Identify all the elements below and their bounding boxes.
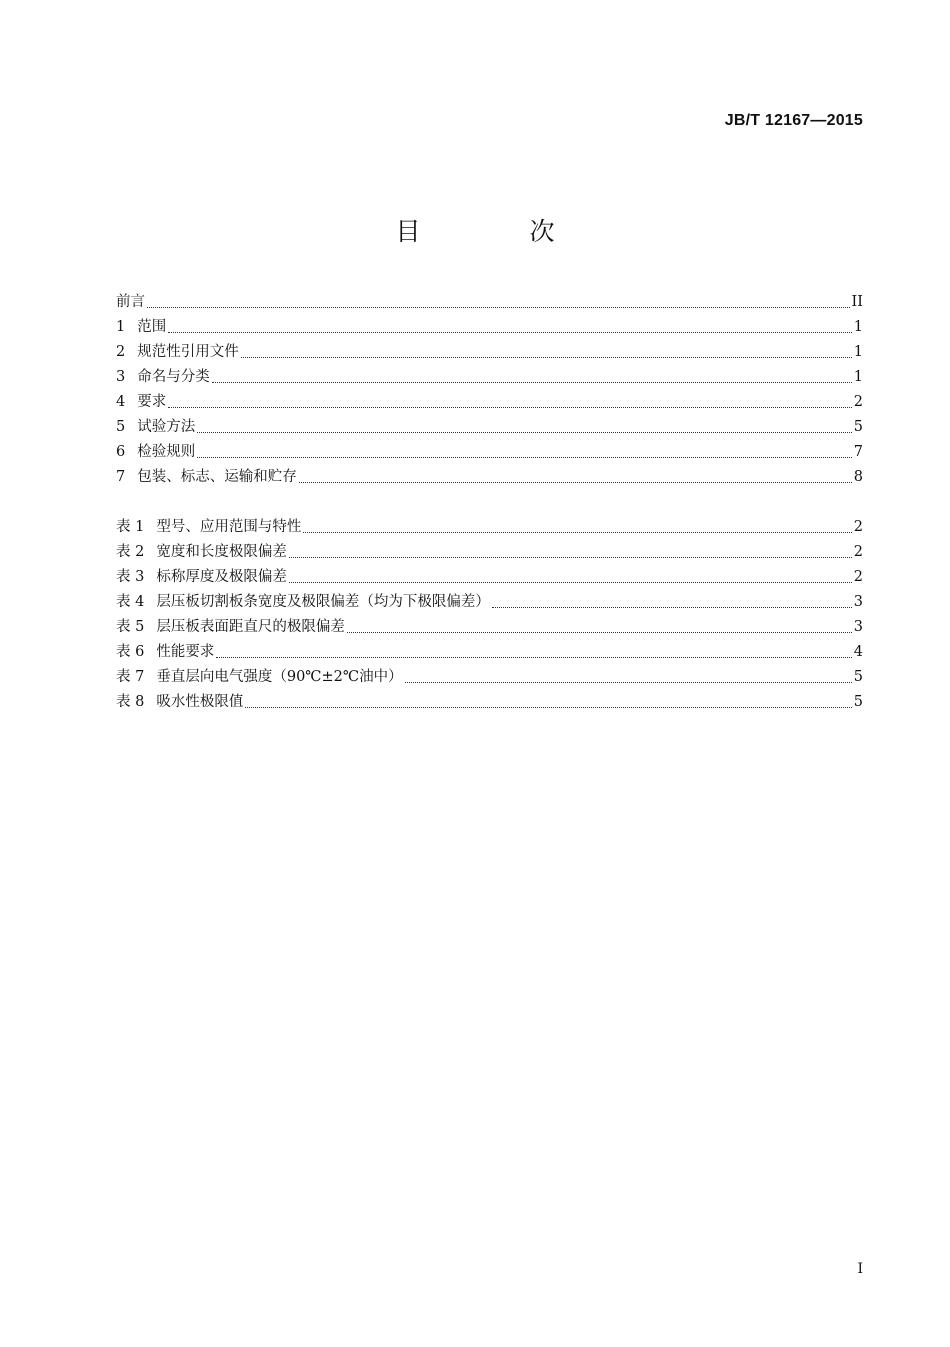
toc-entry-label: 性能要求 bbox=[156, 644, 215, 660]
toc-entry-number: 5 bbox=[116, 419, 126, 435]
toc-entry-label: 包装、标志、运输和贮存 bbox=[137, 469, 297, 485]
toc-entry-section-1[interactable] bbox=[116, 315, 863, 340]
toc-dot-leader bbox=[303, 532, 851, 533]
toc-entry-number: 表 7 bbox=[116, 669, 145, 685]
toc-dot-leader bbox=[212, 382, 852, 383]
toc-entry-foreword[interactable] bbox=[116, 290, 863, 315]
toc-entry-number: 表 8 bbox=[116, 694, 145, 710]
toc-entry-label: 规范性引用文件 bbox=[137, 344, 239, 360]
toc-entry-section-3[interactable] bbox=[116, 365, 863, 390]
toc-entry-number: 7 bbox=[116, 469, 126, 485]
toc-dot-leader bbox=[216, 657, 851, 658]
toc-dot-leader bbox=[197, 432, 852, 433]
toc-entry-label: 试验方法 bbox=[137, 419, 196, 435]
toc-dot-leader bbox=[168, 332, 852, 333]
toc-entry-page: 2 bbox=[853, 544, 863, 560]
toc-entry-number: 表 2 bbox=[116, 544, 145, 560]
toc-entry-section-2[interactable] bbox=[116, 340, 863, 365]
toc-entry-label: 要求 bbox=[137, 394, 167, 410]
toc-entry-page: 5 bbox=[853, 669, 863, 685]
toc-entry-page: 7 bbox=[853, 444, 863, 460]
toc-entry-number: 表 4 bbox=[116, 594, 145, 610]
toc-dot-leader bbox=[405, 682, 852, 683]
toc-dot-leader bbox=[147, 307, 850, 308]
toc-entry-number: 1 bbox=[116, 319, 126, 335]
toc-entry-table-6[interactable] bbox=[116, 640, 863, 665]
toc-entry-table-2[interactable] bbox=[116, 540, 863, 565]
toc-dot-leader bbox=[289, 582, 852, 583]
toc-entry-page: 1 bbox=[853, 369, 863, 385]
toc-entry-page: 1 bbox=[853, 344, 863, 360]
toc-entry-number: 6 bbox=[116, 444, 126, 460]
toc-entry-label: 命名与分类 bbox=[137, 369, 210, 385]
toc-entry-page: II bbox=[851, 294, 863, 310]
toc-entry-section-4[interactable] bbox=[116, 390, 863, 415]
toc-entry-page: 3 bbox=[853, 594, 863, 610]
toc-dot-leader bbox=[197, 457, 852, 458]
toc-entry-label: 吸水性极限值 bbox=[156, 694, 244, 710]
toc-entry-label: 宽度和长度极限偏差 bbox=[156, 544, 287, 560]
toc-entry-section-7[interactable] bbox=[116, 465, 863, 490]
toc-entry-table-8[interactable] bbox=[116, 690, 863, 715]
toc-entry-number: 表 5 bbox=[116, 619, 145, 635]
toc-dot-leader bbox=[289, 557, 852, 558]
toc-dot-leader bbox=[347, 632, 852, 633]
toc-dot-leader bbox=[245, 707, 851, 708]
toc-entry-page: 3 bbox=[853, 619, 863, 635]
toc-entry-label: 型号、应用范围与特性 bbox=[156, 519, 302, 535]
toc-entry-number: 表 6 bbox=[116, 644, 145, 660]
toc-entry-page: 5 bbox=[853, 419, 863, 435]
toc-entry-page: 2 bbox=[853, 394, 863, 410]
toc-entry-table-5[interactable] bbox=[116, 615, 863, 640]
toc-entry-label: 前言 bbox=[116, 294, 145, 310]
toc-entry-label: 层压板表面距直尺的极限偏差 bbox=[156, 619, 345, 635]
page-title: 目 次 bbox=[395, 217, 597, 246]
toc-entry-number: 4 bbox=[116, 394, 126, 410]
toc-entry-page: 2 bbox=[853, 519, 863, 535]
toc-entry-number: 3 bbox=[116, 369, 126, 385]
toc-entry-number: 表 3 bbox=[116, 569, 145, 585]
toc-entry-table-3[interactable] bbox=[116, 565, 863, 590]
toc-entry-label: 范围 bbox=[137, 319, 167, 335]
toc-entry-label: 检验规则 bbox=[137, 444, 196, 460]
toc-entry-section-6[interactable] bbox=[116, 440, 863, 465]
toc-entry-number: 2 bbox=[116, 344, 126, 360]
page-number: I bbox=[857, 1261, 863, 1277]
toc-entry-table-7[interactable] bbox=[116, 665, 863, 690]
toc-dot-leader bbox=[299, 482, 852, 483]
toc-entry-label: 标称厚度及极限偏差 bbox=[156, 569, 287, 585]
toc-entry-page: 1 bbox=[853, 319, 863, 335]
toc-entry-page: 5 bbox=[853, 694, 863, 710]
toc-entry-page: 2 bbox=[853, 569, 863, 585]
toc-entry-table-4[interactable] bbox=[116, 590, 863, 615]
toc-entry-page: 4 bbox=[853, 644, 863, 660]
toc-tables-list bbox=[116, 515, 863, 715]
toc-dot-leader bbox=[168, 407, 852, 408]
toc-entry-page: 8 bbox=[853, 469, 863, 485]
toc-sections-list bbox=[116, 290, 863, 490]
toc-entry-table-1[interactable] bbox=[116, 515, 863, 540]
toc-entry-label: 垂直层向电气强度（90℃±2℃油中） bbox=[156, 669, 403, 685]
toc-entry-number: 表 1 bbox=[116, 519, 145, 535]
standard-code: JB/T 12167—2015 bbox=[724, 112, 863, 129]
toc-entry-section-5[interactable] bbox=[116, 415, 863, 440]
toc-dot-leader bbox=[241, 357, 852, 358]
toc-entry-label: 层压板切割板条宽度及极限偏差（均为下极限偏差） bbox=[156, 594, 490, 610]
toc-dot-leader bbox=[492, 607, 852, 608]
